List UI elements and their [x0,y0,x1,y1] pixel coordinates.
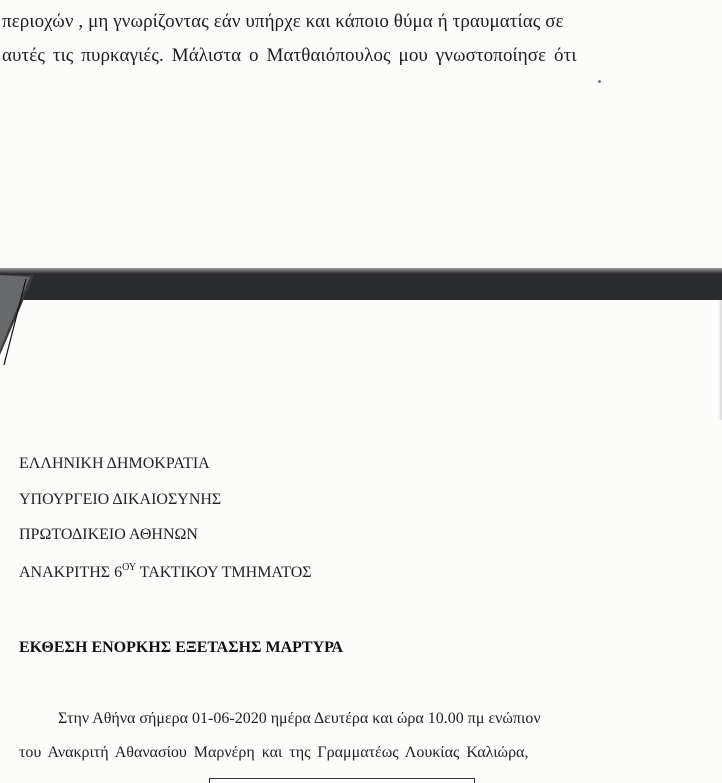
separator-edge [0,268,722,274]
header-investigator-suffix: ΤΑΚΤΙΚΟΥ ΤΜΗΜΑΤΟΣ [136,564,312,581]
scan-speck [598,80,601,83]
header-investigator-prefix: ΑΝΑΚΡΙΤΗΣ 6 [19,564,123,581]
upper-text-line-2: αυτές τις πυρκαγιές. Μάλιστα ο Ματθαιόπουλος μου γνωστοποίησε ότι [2,45,577,66]
partial-box-outline [209,778,475,783]
body-text-line-1: Στην Αθήνα σήμερα 01-06-2020 ημέρα Δευτέρα και ώρα 10.00 πμ ενώπιον [58,710,541,727]
report-title: ΕΚΘΕΣΗ ΕΝΟΡΚΗΣ ΕΞΕΤΑΣΗΣ ΜΑΡΤΥΡΑ [19,639,344,656]
header-investigator-superscript: ΟΥ [122,562,137,573]
lower-scanned-page [0,300,722,783]
header-republic: ΕΛΛΗΝΙΚΗ ΔΗΜΟΚΡΑΤΙΑ [19,455,210,472]
header-ministry: ΥΠΟΥΡΓΕΙΟ ΔΙΚΑΙΟΣΥΝΗΣ [19,491,222,508]
upper-text-line-1: περιοχών , μη γνωρίζοντας εάν υπήρχε και κάποιο θύμα ή τραυματίας σε [2,11,564,32]
page-edge-strip [718,300,722,420]
page-fold-shadow [0,255,60,385]
header-court: ΠΡΩΤΟΔΙΚΕΙΟ ΑΘΗΝΩΝ [19,526,198,543]
upper-scanned-page [0,0,722,272]
body-text-line-2: του Ανακριτή Αθανασίου Μαρνέρη και της Γραμματέως Λουκίας Καλιώρα, [19,744,529,761]
header-investigator [19,562,312,582]
